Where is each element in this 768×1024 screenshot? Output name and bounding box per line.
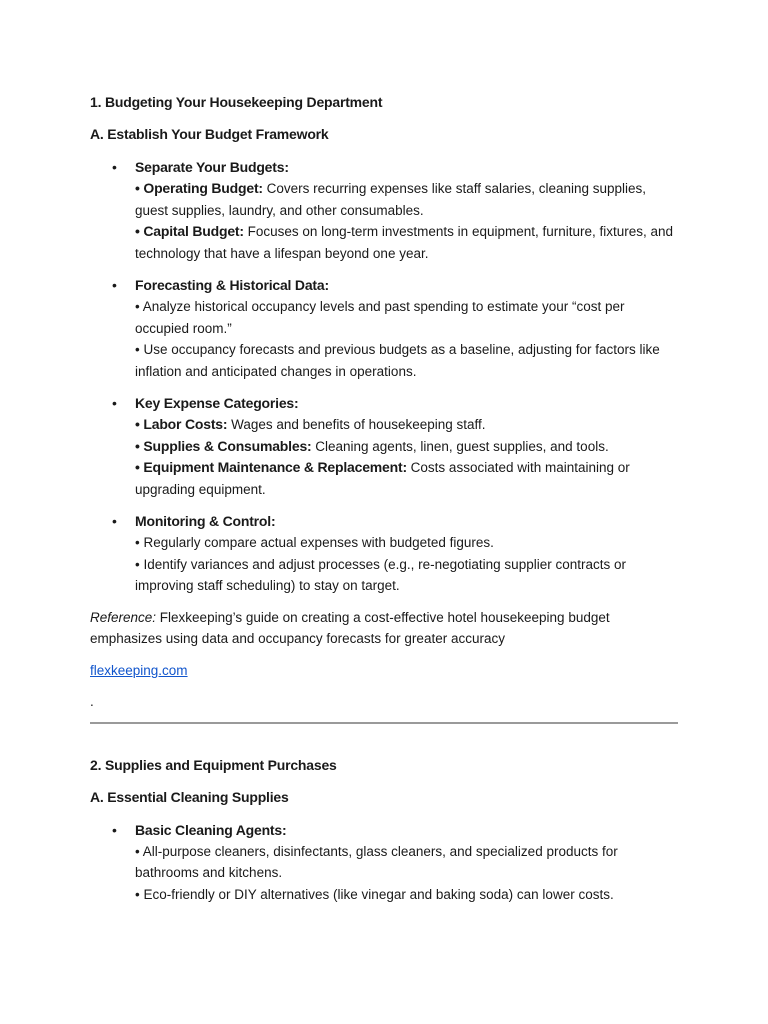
section-1-subheading: A. Establish Your Budget Framework [90,126,329,142]
bullet-dot: • [112,821,117,838]
section-2-list [90,819,678,906]
section-1-list [90,156,678,597]
reference-label: Reference: [90,609,157,625]
list-item-title: Forecasting & Historical Data: [135,277,329,293]
section-1-heading: 1. Budgeting Your Housekeeping Department [90,94,383,110]
list-item [90,156,678,264]
bullet-dot: • [112,513,117,529]
reference-paragraph [90,607,678,650]
section-2-subheading: A. Essential Cleaning Supplies [90,788,289,805]
period-text: . [90,694,94,709]
list-item-line: • Analyze historical occupancy levels and past spending to estimate your “cost per occupied room.” [135,299,625,336]
list-item-title: Basic Cleaning Agents: [135,821,287,838]
list-item-title: Monitoring & Control: [135,513,276,529]
list-item-line: • Use occupancy forecasts and previous budgets as a baseline, adjusting for factors like inflation and anticipated changes in operations. [135,342,660,379]
list-item [90,392,678,500]
list-item-line: • Identify variances and adjust processes (e.g., re-negotiating supplier contracts or improving staff scheduling) to stay on target. [135,556,626,593]
list-item-line: • Eco-friendly or DIY alternatives (like vinegar and baking soda) can lower costs. [135,886,614,902]
section-2-heading: 2. Supplies and Equipment Purchases [90,756,337,773]
document-page [90,92,678,915]
list-item-line: • Supplies & Consumables: Cleaning agents, linen, guest supplies, and tools. [135,437,609,454]
list-item-line: • Labor Costs: Wages and benefits of housekeeping staff. [135,416,486,432]
list-item-line: • Capital Budget: Focuses on long-term investments in equipment, furniture, fixtures, and technology that have a lifespan beyond one year. [135,223,674,261]
bullet-dot: • [112,395,117,411]
list-item [90,819,678,906]
reference-text: Flexkeeping’s guide on creating a cost-effective hotel housekeeping budget emphasizes using data and occupancy forecasts for greater accuracy [90,609,610,646]
list-item [90,274,678,382]
bullet-dot: • [112,277,117,293]
flexkeeping-link[interactable]: flexkeeping.com [90,662,188,678]
list-item-title: Key Expense Categories: [135,395,299,411]
bullet-dot: • [112,159,117,175]
list-item-title: Separate Your Budgets: [135,159,289,175]
list-item-line: • Regularly compare actual expenses with budgeted figures. [135,535,494,550]
list-item-line: • Equipment Maintenance & Replacement: Costs associated with maintaining or upgrading equipment. [135,459,630,497]
list-item-line: • All-purpose cleaners, disinfectants, glass cleaners, and specialized products for bathrooms and kitchens. [135,843,618,880]
list-item-line: • Operating Budget: Covers recurring expenses like staff salaries, cleaning supplies, guest supplies, laundry, and other consumables. [135,180,647,218]
list-item [90,510,678,597]
